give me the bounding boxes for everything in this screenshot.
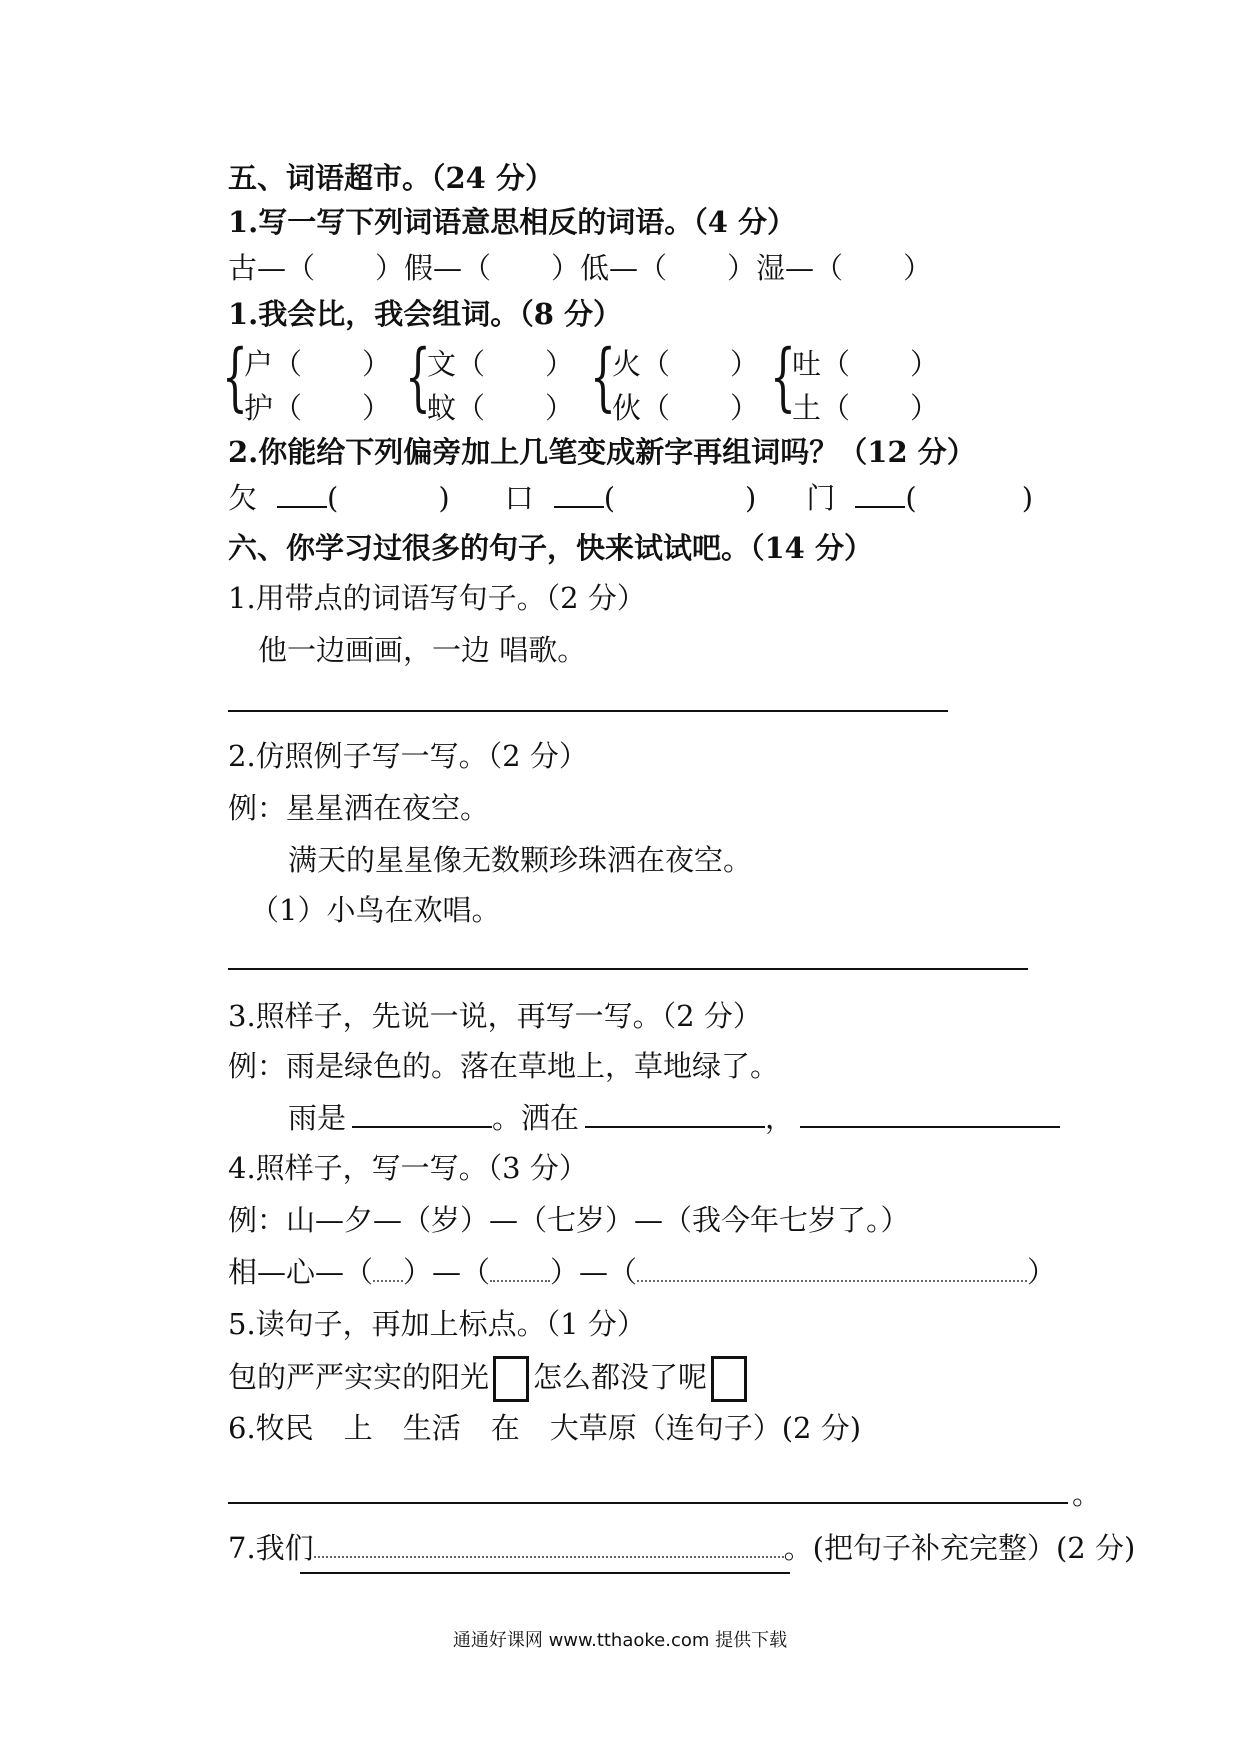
- footer-credit: 通通好课网 www.tthaoke.com 提供下载: [452, 1630, 788, 1651]
- q2-radicals-title: 2.你能给下列偏旁加上几笔变成新字再组词吗？（12 分）: [228, 435, 976, 469]
- brace-icon: {: [590, 334, 616, 420]
- answer-line[interactable]: [228, 968, 1028, 970]
- section6-title: 六、你学习过很多的句子，快来试试吧。（14 分）: [228, 531, 873, 565]
- s6-q3-fill: 雨是 。洒在 ，: [288, 1100, 1060, 1136]
- brace-icon: {: [405, 334, 431, 420]
- brace-icon: {: [770, 334, 796, 420]
- answer-line[interactable]: [228, 710, 948, 712]
- fill-blank[interactable]: [490, 1258, 550, 1282]
- compare-group-1: 户（ ） 护（ ）: [244, 347, 392, 425]
- fill-blank[interactable]: [637, 1258, 1027, 1282]
- s6-q3-example: 例：雨是绿色的。落在草地上，草地绿了。: [228, 1049, 780, 1083]
- s6-q2-example1: 例：星星洒在夜空。: [228, 791, 490, 825]
- s6-q4-item: 相—心—（ ）—（ ）—（ ）: [228, 1255, 1057, 1289]
- answer-line[interactable]: [228, 1502, 1068, 1504]
- compare-group-3: 火（ ） 伙（ ）: [612, 347, 760, 425]
- s6-q6-line: 6.牧民 上 生活 在 大草原（连句子）(2 分): [228, 1411, 862, 1445]
- brace-icon: {: [222, 334, 248, 420]
- fill-blank[interactable]: [314, 1534, 784, 1558]
- compare-group-4: 吐（ ） 土（ ）: [792, 347, 940, 425]
- s6-q1-title: 1.用带点的词语写句子。（2 分）: [228, 581, 646, 615]
- s6-q2-title: 2.仿照例子写一写。（2 分）: [228, 739, 588, 773]
- s6-q4-example: 例：山—夕—（岁）—（七岁）—（我今年七岁了。）: [228, 1203, 910, 1237]
- q1-antonyms-items: 古—（ ）假—（ ）低—（ ）湿—（ ）: [228, 251, 933, 285]
- q2-radicals-items: 欠 ( ) 口 ( ) 门 ( ): [228, 481, 1034, 515]
- s6-q6-end: 。: [1072, 1477, 1102, 1511]
- s6-q4-title: 4.照样子，写一写。（3 分）: [228, 1151, 588, 1185]
- s6-q2-example2: 满天的星星像无数颗珍珠洒在夜空。: [288, 843, 753, 877]
- fill-blank[interactable]: [800, 1104, 1060, 1128]
- s6-q5-title: 5.读句子，再加上标点。（1 分）: [228, 1307, 646, 1341]
- s6-q3-title: 3.照样子，先说一说，再写一写。（2 分）: [228, 999, 762, 1033]
- section5-title: 五、词语超市。（24 分）: [228, 161, 554, 195]
- answer-line[interactable]: [300, 1572, 790, 1574]
- q1-antonyms-title: 1.写一写下列词语意思相反的词语。（4 分）: [228, 205, 797, 239]
- punctuation-box[interactable]: [711, 1356, 747, 1402]
- fill-blank[interactable]: [585, 1104, 765, 1128]
- s6-q1-example: 他一边画画，一边 唱歌。: [258, 633, 587, 667]
- fill-blank[interactable]: [373, 1258, 403, 1282]
- fill-blank[interactable]: [352, 1104, 492, 1128]
- s6-q7-line: 7.我们 。(把句子补充完整）(2 分): [228, 1531, 1136, 1565]
- s6-q2-item: （1）小鸟在欢唱。: [250, 893, 501, 927]
- q1-compare-title: 1.我会比，我会组词。（8 分）: [228, 297, 623, 331]
- compare-group-2: 文（ ） 蚊（ ）: [427, 347, 575, 425]
- punctuation-box[interactable]: [493, 1356, 529, 1402]
- s6-q5-sentence: 包的严严实实的阳光 怎么都没了呢: [228, 1356, 751, 1402]
